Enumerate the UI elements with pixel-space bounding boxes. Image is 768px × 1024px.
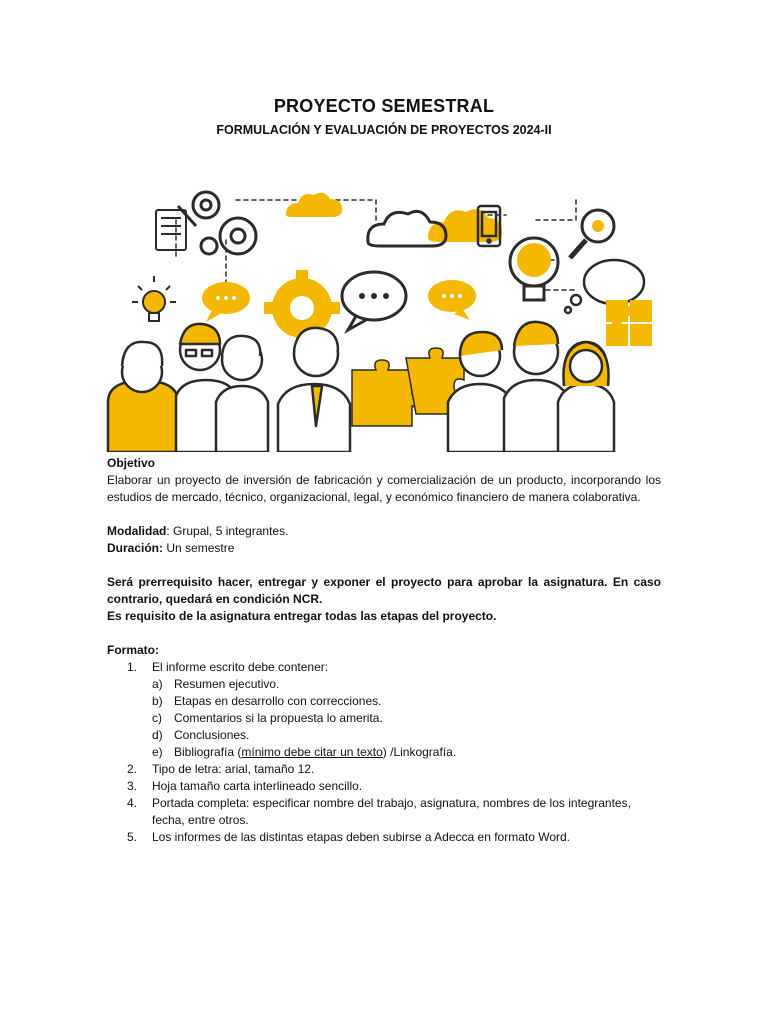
list-item: 5. Los informes de las distintas etapas deben subirse a Adecca en formato Word. <box>127 830 571 844</box>
requisito-ncr: Será prerrequisito hacer, entregar y exponer el proyecto para aprobar la asignatura. En caso contrario, quedará en condición NCR. <box>107 575 661 606</box>
cloud-icon <box>286 193 342 217</box>
chat-bubble-icon <box>428 280 476 320</box>
page-subtitle: FORMULACIÓN Y EVALUACIÓN DE PROYECTOS 2024-II <box>216 123 552 137</box>
list-item: c) Comentarios si la propuesta lo amerita. <box>152 711 383 725</box>
underlined-note: mínimo debe citar un texto <box>241 745 383 759</box>
teamwork-illustration <box>106 160 662 452</box>
modalidad-value: : Grupal, 5 integrantes. <box>166 524 289 538</box>
objetivo-text: Elaborar un proyecto de inversión de fabricación y comercialización de un producto, incorporando los estudios de mercado, técnico, organizacional, legal, y económico financiero de manera colaborativa. <box>107 473 661 504</box>
list-item: 3. Hoja tamaño carta interlineado sencillo. <box>127 779 363 793</box>
gear-icon <box>193 192 256 254</box>
list-item: a) Resumen ejecutivo. <box>152 677 280 691</box>
lightbulb-icon <box>132 276 176 321</box>
list-item: 1. El informe escrito debe contener: a) Resumen ejecutivo. b) Etapas en desarrollo con correcciones. c) Comentarios si la propuesta lo amerita. d) Conclusiones. e) Bibliografía (mínimo debe citar un texto) /Linkografía. <box>107 659 661 761</box>
requisito-etapas: Es requisito de la asignatura entregar todas las etapas del proyecto. <box>107 609 497 623</box>
duracion-value: Un semestre <box>163 541 235 555</box>
duracion-line <box>107 540 661 557</box>
list-item: 4. Portada completa: especificar nombre del trabajo, asignatura, nombres de los integrantes, fecha, entre otros. <box>127 796 631 827</box>
page-title: PROYECTO SEMESTRAL <box>273 96 495 116</box>
formato-list <box>107 659 661 846</box>
puzzle-icon <box>606 300 652 346</box>
list-item: 2. Tipo de letra: arial, tamaño 12. <box>127 762 315 776</box>
modalidad-line <box>107 523 661 540</box>
sub-list <box>152 676 661 761</box>
duracion-label: Duración: <box>107 541 164 555</box>
lightbulb-icon <box>510 238 558 300</box>
document-body <box>107 455 661 846</box>
objetivo-heading: Objetivo <box>107 456 156 470</box>
chat-bubble-icon <box>342 272 406 330</box>
list-item: d) Conclusiones. <box>152 728 250 742</box>
modalidad-label: Modalidad <box>107 524 167 538</box>
formato-heading: Formato: <box>107 643 159 657</box>
list-item: b) Etapas en desarrollo con correcciones. <box>152 694 382 708</box>
chat-bubble-icon <box>202 282 250 322</box>
list-item: e) Bibliografía (mínimo debe citar un texto) /Linkografía. <box>152 745 457 759</box>
